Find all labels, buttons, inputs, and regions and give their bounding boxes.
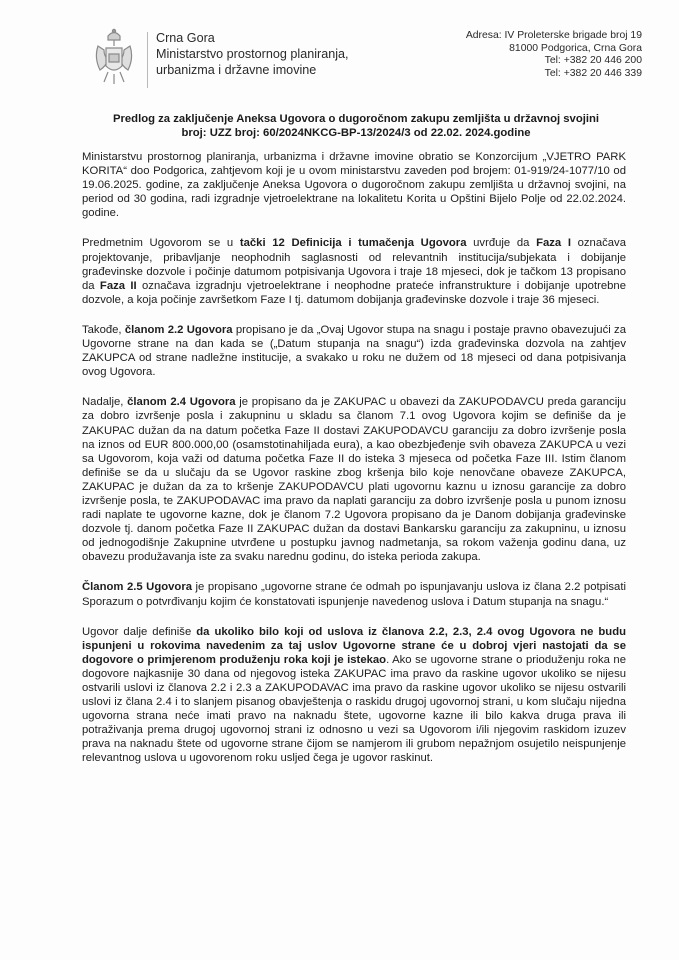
org-ministry-line1: Ministarstvo prostornog planiranja, — [156, 47, 349, 61]
paragraph-text: Nadalje, — [82, 396, 128, 409]
paragraph-text: Takođe, — [82, 323, 125, 336]
body-paragraph — [82, 395, 626, 564]
organization-name — [156, 30, 349, 78]
emphasized-text: Članom 2.5 Ugovora — [82, 581, 193, 594]
emphasized-text: članom 2.4 Ugovora — [127, 396, 236, 409]
document-body — [82, 150, 626, 782]
body-paragraph — [82, 323, 626, 379]
emphasized-text: članom 2.2 Ugovora — [124, 323, 233, 336]
address-city: 81000 Podgorica, Crna Gora — [509, 42, 642, 54]
paragraph-text: je propisano „ugovorne strane će odmah po ispunjavanju uslova iz člana 2.2 potpisati Sporazum o potvrđivanju kojim će konstatovati ispunjenje navedenog uslova i Datum stupanja na snagu.“ — [82, 581, 626, 608]
paragraph-text: Predmetnim Ugovorom se u — [82, 237, 240, 250]
title-line-1: Predlog za zaključenje Aneksa Ugovora o dugoročnom zakupu zemljišta u državnoj svojini — [112, 113, 600, 125]
org-ministry-line2: urbanizma i državne imovine — [156, 63, 317, 77]
contact-address — [466, 30, 642, 80]
address-street: Adresa: IV Proleterske brigade broj 19 — [465, 30, 642, 41]
document-title — [86, 112, 626, 140]
phone-1: Tel: +382 20 446 200 — [544, 55, 642, 67]
emphasized-text: Faza II — [99, 279, 137, 292]
title-line-2: broj: UZZ broj: 60/2024NKCG-BP-13/2024/3 od 22.02. 2024.godine — [181, 127, 531, 139]
paragraph-text: propisano je da „Ovaj Ugovor stupa na snagu i postaje pravno obavezujući za Ugovorne strane na dan kada se („Datum stupanja na snagu“) izda građevinska dozvola na zahtjev ZAKUPCA od strane nadležne institucije, a svakako u roku ne dužem od 18 mjeseci od dana potpisivanja ovog Ugovora. — [82, 323, 626, 379]
emphasized-text: da ukoliko bilo koji od uslova iz članova 2.2, 2.3, 2.4 ovog Ugovora ne budu ispunjeni u rokovima navedenim za taj uslov Ugovorne strane će u dobroj vjeri nastojati da se dogovore o primjerenom produženju roka koji je istekao — [82, 625, 627, 666]
org-country: Crna Gora — [156, 31, 215, 45]
paragraph-text: uvrđuje da — [466, 237, 537, 250]
body-paragraph — [82, 625, 626, 766]
body-paragraph — [82, 580, 626, 608]
montenegro-coat-of-arms-icon — [92, 26, 136, 86]
paragraph-text: Ugovor dalje definiše — [82, 625, 197, 638]
body-paragraph — [82, 236, 626, 306]
phone-2: Tel: +382 20 446 339 — [544, 67, 642, 79]
emphasized-text: tački 12 Definicija i tumačenja Ugovora — [239, 237, 467, 250]
paragraph-text: označava projektovanje, pribavljanje neophodnih saglasnosti od relevantnih institucija/subjekata i dobijanje građevinske dozvole i počinje datumom potpisivanja Ugovora i traje 18 mjeseci, dok je tačkom 13 propisano da — [82, 237, 626, 292]
letterhead — [92, 26, 642, 90]
body-paragraph — [82, 150, 626, 220]
paragraph-text: označava izgradnju vjetroelektrane i neophodne prateće infranstrukture i dobijanje upotrebne dozvole, a koja počinje završetkom Faze I tj. datumom dobijanja građevinske dozvole i traje 36 mjeseci. — [82, 279, 626, 306]
emphasized-text: Faza I — [536, 237, 571, 250]
paragraph-text: . Ako se ugovorne strane o prioduženju roka ne dogovore najkasnije 30 dana od njegovog isteka ZAKUPAC ima pravo da raskine ugovor ukoliko se nijesu ostvarili uslovi iz članova 2.2 i 2.3 a ZAKUPODAVAC ima pravo da raskine ugovor ukoliko se nijesu ostvarili uslovi iz člana 2.4 i to slanjem pisanog obavještenja o raskidu drugoj ugovornoj strani, u kom slučaju nijedna ugovorna strana neće imati pravo na naknadu štete, ugovorne kazne ili bilo kakva druga prava ili potraživanja prema drugoj ugovornoj strani iz odnosno u vezi sa Ugovorom i/ili njegovim raskidom izuzev prava na naknadu štete od ugovorne strane čijom se namjerom ili grubom nepažnjom osujetilo neispunjenje relevantnog uslova u ugovorenom roku usljed čega je ugovor raskinut. — [82, 653, 626, 765]
paragraph-text: Ministarstvu prostornog planiranja, urbanizma i državne imovine obratio se Konzorcijum „VJETRO PARK KORITA“ doo Podgorica, zahtjevom koji je u ovom ministarstvu zaveden pod brojem: 01-919/24-1077/10 od 19.06.2025. godine, za zaključenje Aneksa Ugovora o dugoročnom zakupu zemljišta u državnoj svojini, na period od 30 godina, radi izgradnje vjetroelektrane na lokalitetu Korita u Opštini Bijelo Polje od 22.02.2024. godine. — [82, 151, 626, 220]
letterhead-divider — [147, 32, 148, 88]
paragraph-text: je propisano da je ZAKUPAC u obavezi da ZAKUPODAVCU preda garanciju za dobro izvršenje posla i zakupninu u skladu sa članom 7.1 ovog Ugovora kojim se definiše da je ZAKUPAC dužan da na datum početka Faze II dostavi ZAKUPODAVCU garanciju za dobro izvršenje posla na iznos od EUR 800.000,00 (osamstotinahiljada eura), a kao obezbjeđenje svih obaveza ZAKUPCA u vezi sa Ugovorom, koja važi od datuma početka Faze II do isteka 3 mjeseca od početka Faze III. Istim članom definiše se da u slučaju da se Ugovor raskine zbog kršenja bilo koje nenovčane obaveze ZAKUPCA, ZAKUPAC je dužan da za to kršenje ZAKUPODAVCU plati ugovornu kaznu u iznosu garancije za dobro izvršenje posla, te ZAKUPODAVAC ima pravo da naplati garanciju za dobro izvršenje posla u punom iznosu radi naplate te ugovorne kazne, dok je članom 7.2 Ugovora propisano da je Danom dobijanja građevinske dozvole tj. danom početka Faze II ZAKUPAC dužan da dostavi Bankarsku garanciju za zakupninu, u iznosu od jednogodišnje Zakupnine utvrđene u postupku javnog nadmetanja, sa rokom važenja godinu dana, uz obavezu produžavanja iste za svaku narednu godinu, do isteka perioda zakupa. — [82, 396, 626, 564]
